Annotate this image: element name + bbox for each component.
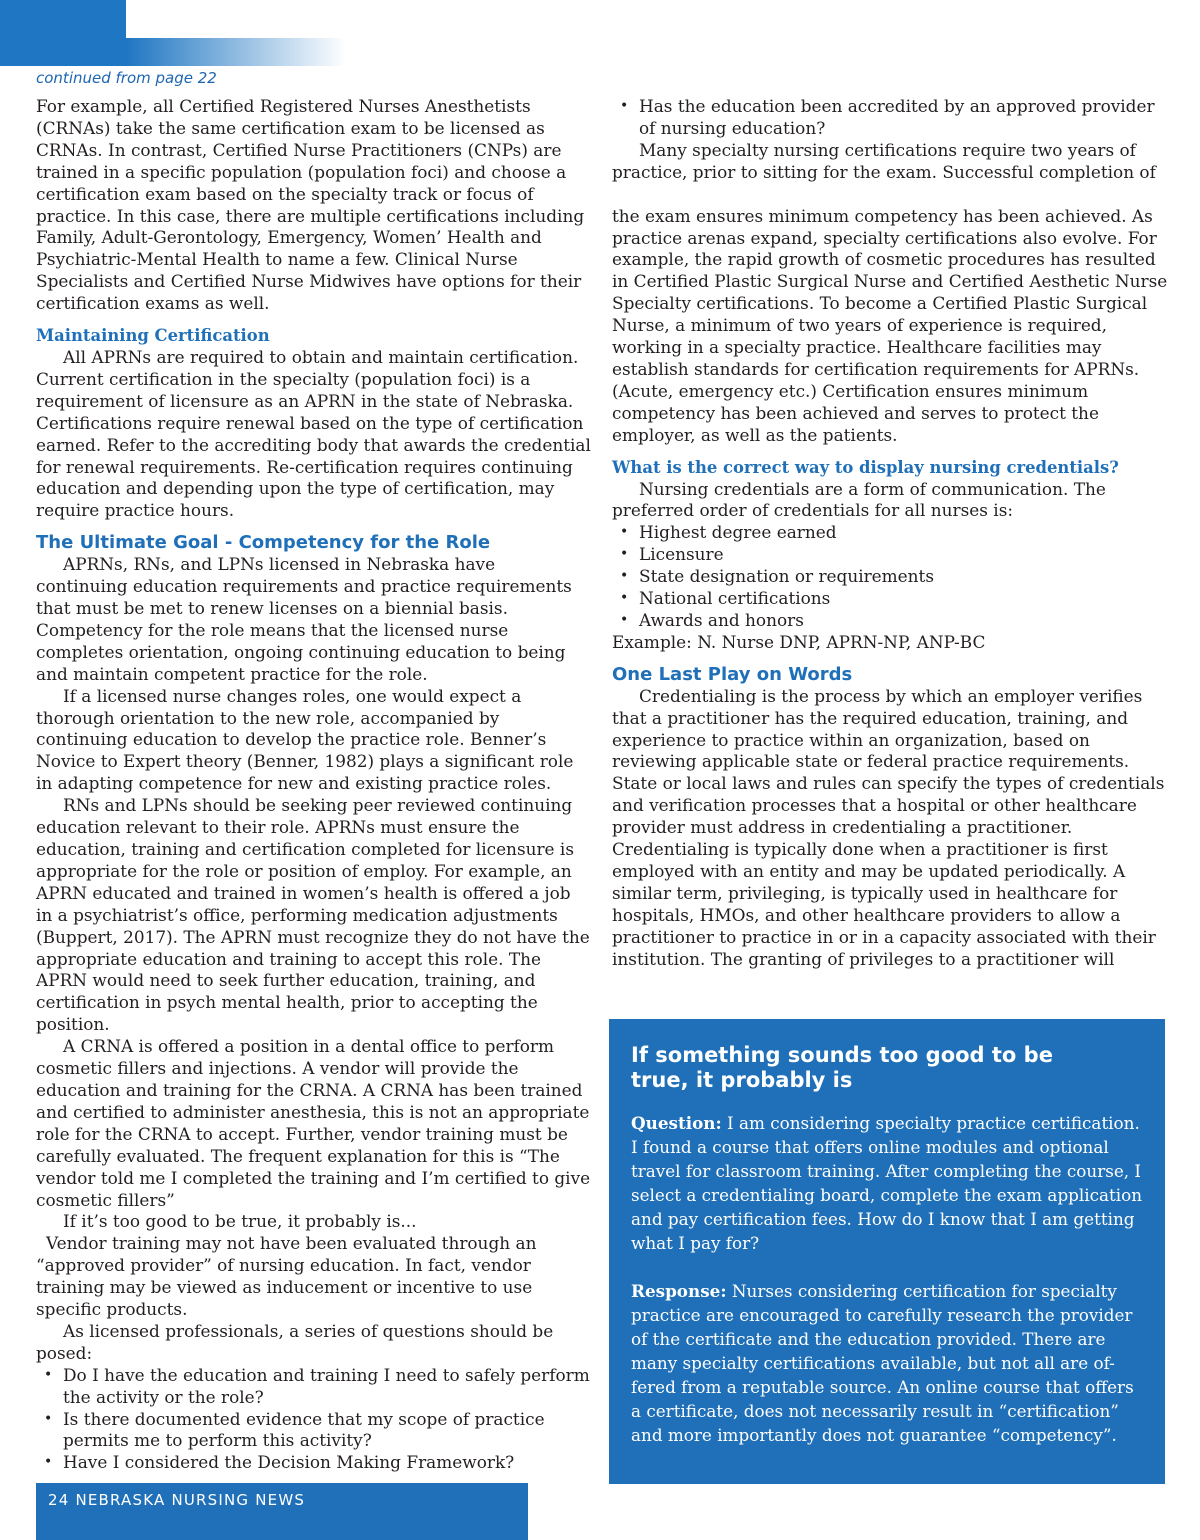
list-item: • Has the education been accredited by an approved provider of nursing education?: [612, 96, 1168, 140]
question-text: I am considering specialty practice certification. I found a course that offers online modules and optional travel for classroom training. After completing the course, I select a credentialing board, complete the exam application and pay certification fees. How do I know that I am getting what I pay for?: [631, 1113, 1143, 1253]
credential-example: Example: N. Nurse DNP, APRN-NP, ANP-BC: [612, 631, 986, 652]
continued-note: continued from page 22: [36, 69, 217, 87]
list-item: • Do I have the education and training I need to safely perform the activity or the role?: [36, 1365, 591, 1409]
list-item: • Awards and honors: [612, 610, 1168, 632]
paragraph: Nursing credentials are a form of communication. The preferred order of credentials for all nurses is:: [612, 478, 1106, 521]
paragraph: Vendor training may not have been evaluated through an “approved provider” of nursing education. In fact, vendor training may be viewed as inducement or incentive to use specific products.: [36, 1233, 537, 1320]
list-item: • Have I considered the Decision Making Framework?: [36, 1452, 591, 1474]
paragraph: As licensed professionals, a series of questions should be posed:: [36, 1320, 554, 1363]
footer-bar: [36, 1483, 528, 1540]
list-item: • Highest degree earned: [612, 522, 1168, 544]
callout-box: [609, 1019, 1165, 1484]
response-text: Nurses considering certification for specialty practice are encouraged to carefully research the provider of the certificate and the education provided. There are many specialty certifications available, but not all are of-fered from a reputable source. An online course that offers a certificate, does not necessarily result in “certification” and more importantly does not guarantee “competency”.: [631, 1281, 1134, 1445]
header-gradient-bar: [126, 38, 346, 66]
list-item: • State designation or requirements: [612, 566, 1168, 588]
paragraph: Credentialing is the process by which an employer verifies that a practitioner has the required education, training, and experience to practice within an organization, based on reviewing applicable state or federal practice requirements. State or local laws and rules can specify the types of credentials and verification processes that a hospital or other healthcare provider must address in credentialing a practitioner. Credentialing is typically done when a practitioner is first employed with an entity and may be updated periodically. A similar term, privileging, is typically used in healthcare for hospitals, HMOs, and other healthcare providers to allow a practitioner to practice in or in a capacity associated with their institution. The granting of privileges to a practitioner will: [612, 685, 1165, 969]
footer-page-label: 24 NEBRASKA NURSING NEWS: [48, 1491, 306, 1509]
paragraph: Many specialty nursing certifications require two years of practice, prior to sitting for the exam. Successful completion of: [612, 139, 1156, 182]
callout-question: [631, 1111, 1143, 1255]
callout-response: [631, 1279, 1143, 1447]
section-heading-maintaining: Maintaining Certification: [36, 326, 270, 346]
section-heading-display: What is the correct way to display nursing credentials?: [612, 457, 1119, 477]
paragraph: For example, all Certified Registered Nurses Anesthetists (CRNAs) take the same certification exam to be licensed as CRNAs. In contrast, Certified Nurse Practitioners (CNPs) are trained in a specific population (population foci) and choose a certification exam based on the specialty track or focus of practice. In this case, there are multiple certifications including Family, Adult-Gerontology, Emergency, Women’ Health and Psychiatric-Mental Health to name a few. Clinical Nurse Specialists and Certified Nurse Midwives have options for their certification exams as well.: [36, 96, 585, 314]
question-list: [36, 1365, 591, 1475]
paragraph: A CRNA is offered a position in a dental office to perform cosmetic fillers and injections. A vendor will provide the education and training for the CRNA. A CRNA has been trained and certified to administer anesthesia, this is not an appropriate role for the CRNA to accept. Further, vendor training must be carefully evaluated. The frequent explanation for this is “The vendor told me I completed the training and I’m certified to give cosmetic fillers”: [36, 1036, 591, 1210]
paragraph: RNs and LPNs should be seeking peer reviewed continuing education relevant to their role. APRNs must ensure the education, training and certification completed for licensure is appropriate for the role or position of employ. For example, an APRN educated and trained in women’s health is offered a job in a psychiatrist’s office, performing medication adjustments (Buppert, 2017). The APRN must recognize they do not have the appropriate education and training to accept this role. The APRN would need to seek further education, training, and certification in psych mental health, prior to accepting the position.: [36, 795, 590, 1035]
section-heading-goal: The Ultimate Goal - Competency for the Role: [36, 532, 491, 554]
paragraph: the exam ensures minimum competency has been achieved. As practice arenas expand, specialty certifications also evolve. For example, the rapid growth of cosmetic procedures has resulted in Certified Plastic Surgical Nurse and Certified Aesthetic Nurse Specialty certifications. To become a Certified Plastic Surgical Nurse, a minimum of two years of experience is required, working in a specialty practice. Healthcare facilities may establish standards for certification requirements for APRNs. (Acute, emergency etc.) Certification ensures minimum competency has been achieved and serves to protect the employer, as well as the patients.: [612, 205, 1168, 445]
left-column: [36, 96, 591, 1474]
right-column: [612, 96, 1168, 971]
callout-title: If something sounds too good to be true, it probably is: [631, 1043, 1053, 1092]
response-label: Response:: [631, 1281, 727, 1301]
list-item: • National certifications: [612, 588, 1168, 610]
section-heading-last-play: One Last Play on Words: [612, 663, 853, 685]
list-item: • Licensure: [612, 544, 1168, 566]
list-item: • Is there documented evidence that my scope of practice permits me to perform this activity?: [36, 1409, 591, 1453]
question-label: Question:: [631, 1113, 722, 1133]
credential-order-list: [612, 522, 1168, 632]
paragraph: If it’s too good to be true, it probably is...: [63, 1211, 417, 1232]
question-list-continued: [612, 96, 1168, 140]
paragraph: All APRNs are required to obtain and maintain certification. Current certification in the specialty (population foci) is a requirement of licensure as an APRN in the state of Nebraska. Certifications require renewal based on the type of certification earned. Refer to the accrediting body that awards the credential for renewal requirements. Re-certification requires continuing education and depending upon the type of certification, may require practice hours.: [36, 346, 591, 521]
paragraph: APRNs, RNs, and LPNs licensed in Nebraska have continuing education requirements and practice requirements that must be met to renew licenses on a biennial basis. Competency for the role means that the licensed nurse completes orientation, ongoing continuing education to being and maintain competent practice for the role.: [36, 554, 572, 684]
paragraph: If a licensed nurse changes roles, one would expect a thorough orientation to the new role, accompanied by continuing education to develop the practice role. Benner’s Novice to Expert theory (Benner, 1982) plays a significant role in adapting competence for new and existing practice roles.: [36, 685, 574, 794]
header-color-block: [0, 0, 126, 66]
